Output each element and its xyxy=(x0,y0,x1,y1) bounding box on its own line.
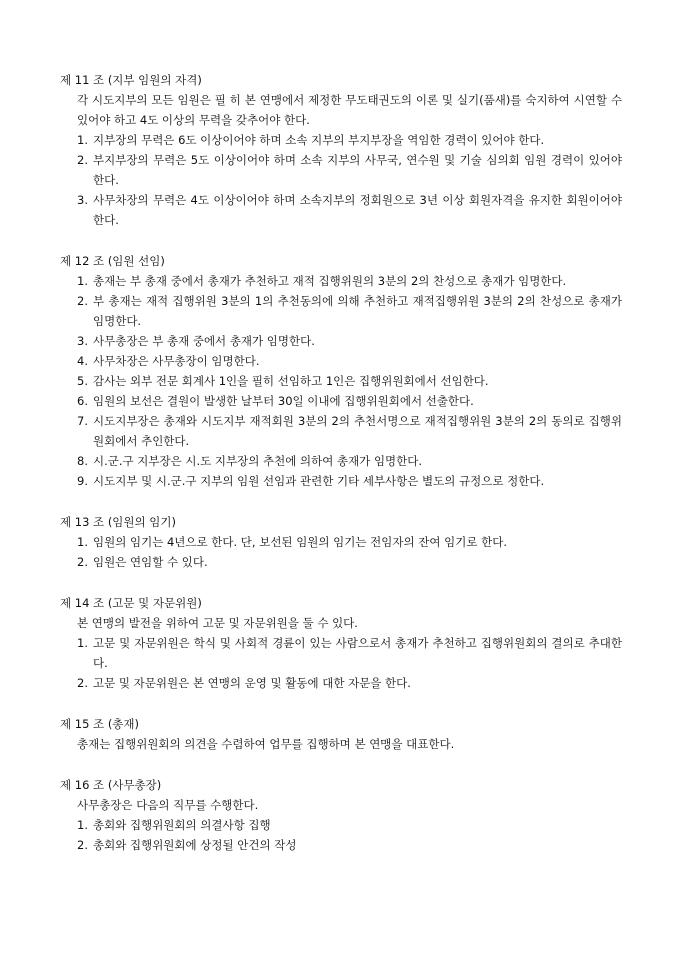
item-number: 1. xyxy=(77,818,88,832)
list-item xyxy=(77,532,622,552)
article-title: 제 12 조 (임원 선임) xyxy=(60,254,165,268)
article-paragraph: 총재는 집행위원회의 의견을 수렴하여 업무를 집행하며 본 연맹을 대표한다. xyxy=(77,737,455,751)
article-title: 제 14 조 (고문 및 자문위원) xyxy=(60,596,202,610)
article-paragraph: 사무총장은 다음의 직무를 수행한다. xyxy=(77,798,259,812)
article-paragraph: 본 연맹의 발전을 위하여 고문 및 자문위원을 둘 수 있다. xyxy=(77,616,358,630)
list-item xyxy=(77,835,622,855)
article-13 xyxy=(0,512,680,572)
item-number: 4. xyxy=(77,354,88,368)
item-text: 감사는 외부 전문 회계사 1인을 필히 선임하고 1인은 집행위원회에서 선임한다. xyxy=(93,374,489,388)
article-12 xyxy=(0,251,680,491)
list-item xyxy=(77,150,622,190)
item-text: 고문 및 자문위원은 학식 및 사회적 경륜이 있는 사람으로서 총재가 추천하고 집행위원회의 결의로 추대한다. xyxy=(93,636,622,670)
item-text: 총재는 부 총재 중에서 총재가 추천하고 재적 집행위원의 3분의 2의 찬성으로 총재가 임명한다. xyxy=(93,274,567,288)
list-item xyxy=(77,411,622,451)
list-item xyxy=(77,633,622,673)
list-item xyxy=(77,552,622,572)
article-title: 제 15 조 (총재) xyxy=(60,717,140,731)
list-item xyxy=(77,351,622,371)
item-number: 2. xyxy=(77,153,88,167)
article-11 xyxy=(0,70,680,230)
article-16 xyxy=(0,775,680,855)
item-text: 사무차장은 사무총장이 임명한다. xyxy=(93,354,260,368)
item-number: 8. xyxy=(77,454,88,468)
item-text: 시.군.구 지부장은 시.도 지부장의 추천에 의하여 총재가 임명한다. xyxy=(93,454,423,468)
item-number: 7. xyxy=(77,414,88,428)
article-15 xyxy=(0,714,680,754)
article-title: 제 11 조 (지부 임원의 자격) xyxy=(60,73,202,87)
item-text: 시도지부장은 총재와 시도지부 재적회원 3분의 2의 추천서명으로 재적집행위원 3분의 2의 동의로 집행위원회에서 추인한다. xyxy=(93,414,622,448)
item-text: 임원의 임기는 4년으로 한다. 단, 보선된 임원의 임기는 전임자의 잔여 임기로 한다. xyxy=(93,535,507,549)
list-item xyxy=(77,815,622,835)
article-14 xyxy=(0,593,680,693)
item-number: 2. xyxy=(77,555,88,569)
item-text: 고문 및 자문위원은 본 연맹의 운영 및 활동에 대한 자문을 한다. xyxy=(93,676,411,690)
item-text: 부지부장의 무력은 5도 이상이어야 하며 소속 지부의 사무국, 연수원 및 기술 심의회 임원 경력이 있어야 한다. xyxy=(93,153,622,187)
list-item xyxy=(77,471,622,491)
list-item xyxy=(77,331,622,351)
list-item xyxy=(77,130,622,150)
item-number: 1. xyxy=(77,274,88,288)
list-item xyxy=(77,190,622,230)
item-number: 9. xyxy=(77,474,88,488)
item-number: 2. xyxy=(77,294,88,308)
list-item xyxy=(77,271,622,291)
item-text: 임원의 보선은 결원이 발생한 날부터 30일 이내에 집행위원회에서 선출한다. xyxy=(93,394,474,408)
item-number: 3. xyxy=(77,193,88,207)
article-title: 제 16 조 (사무총장) xyxy=(60,778,162,792)
item-text: 임원은 연임할 수 있다. xyxy=(93,555,208,569)
list-item xyxy=(77,673,622,693)
item-number: 2. xyxy=(77,838,88,852)
item-number: 1. xyxy=(77,636,88,650)
item-number: 6. xyxy=(77,394,88,408)
item-text: 시도지부 및 시.군.구 지부의 임원 선임과 관련한 기타 세부사항은 별도의 규정으로 정한다. xyxy=(93,474,545,488)
list-item xyxy=(77,391,622,411)
item-number: 5. xyxy=(77,374,88,388)
item-number: 2. xyxy=(77,676,88,690)
item-text: 총회와 집행위원회에 상정될 안건의 작성 xyxy=(93,838,297,852)
article-title: 제 13 조 (임원의 임기) xyxy=(60,515,176,529)
document-page xyxy=(0,70,680,855)
item-text: 사무차장의 무력은 4도 이상이어야 하며 소속지부의 정회원으로 3년 이상 회원자격을 유지한 회원이어야 한다. xyxy=(93,193,622,227)
article-paragraph: 각 시도지부의 모든 임원은 필 히 본 연맹에서 제정한 무도태권도의 이론 및 실기(품새)를 숙지하여 시연할 수 있어야 하고 4도 이상의 무력을 갖추어야 한다. xyxy=(77,93,622,127)
item-text: 사무총장은 부 총재 중에서 총재가 임명한다. xyxy=(93,334,315,348)
item-number: 1. xyxy=(77,535,88,549)
item-text: 총회와 집행위원회의 의결사항 집행 xyxy=(93,818,271,832)
list-item xyxy=(77,371,622,391)
list-item xyxy=(77,291,622,331)
list-item xyxy=(77,451,622,471)
item-number: 3. xyxy=(77,334,88,348)
item-number: 1. xyxy=(77,133,88,147)
item-text: 부 총재는 재적 집행위원 3분의 1의 추천동의에 의해 추천하고 재적집행위원 3분의 2의 찬성으로 총재가 임명한다. xyxy=(93,294,622,328)
item-text: 지부장의 무력은 6도 이상이어야 하며 소속 지부의 부지부장을 역임한 경력이 있어야 한다. xyxy=(93,133,545,147)
